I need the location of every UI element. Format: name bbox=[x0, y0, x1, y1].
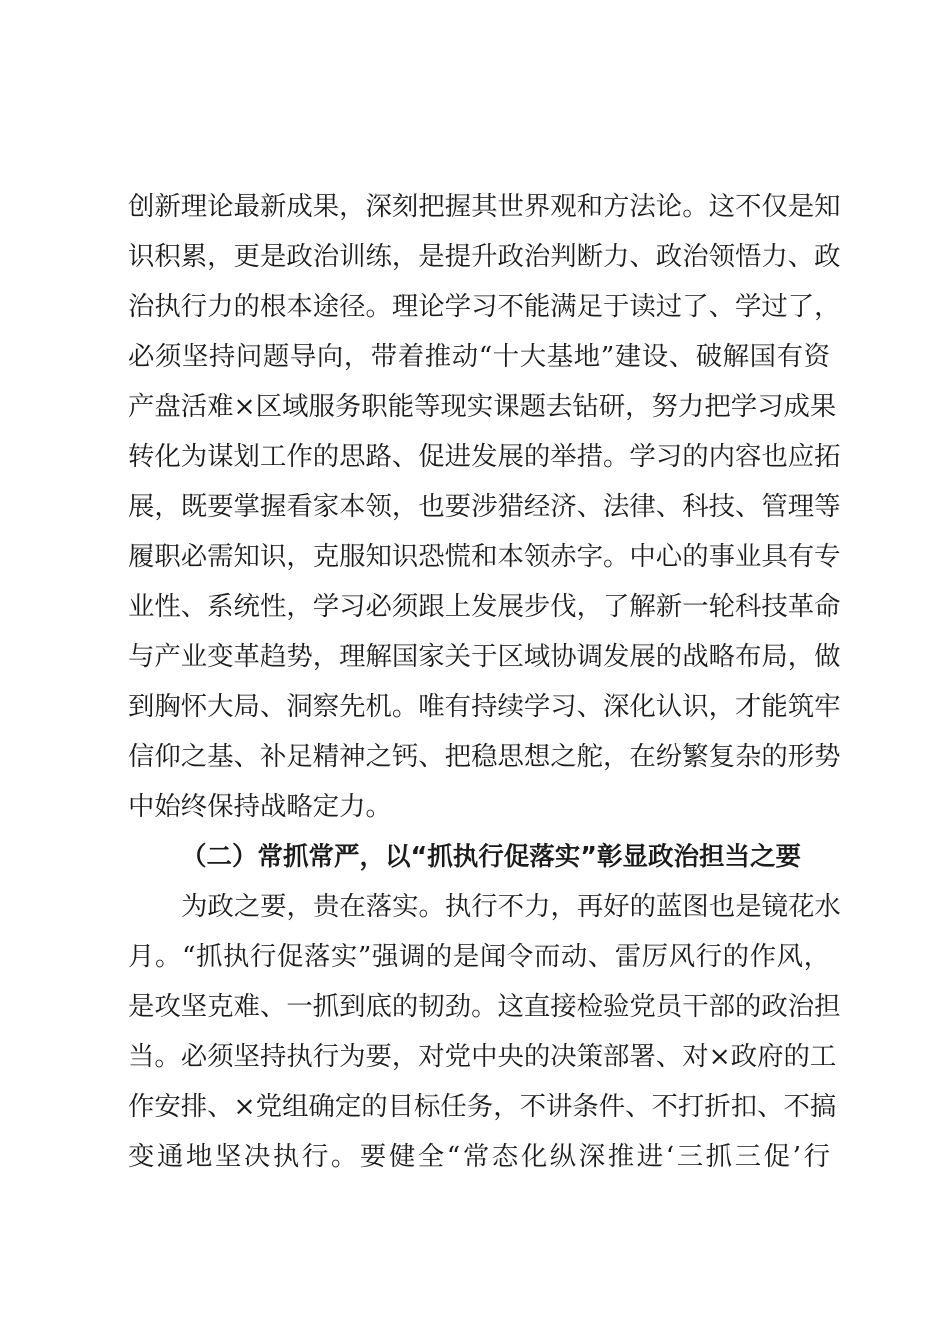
text-line: 展，既要掌握看家本领，也要涉猎经济、法律、科技、管理等 bbox=[128, 491, 841, 522]
text-line: 变通地坚决执行。要健全“常态化纵深推进‘三抓三促’行 bbox=[128, 1141, 830, 1172]
text-line: 为政之要，贵在落实。执行不力，再好的蓝图也是镜花水 bbox=[181, 891, 841, 922]
text-line: 履职必需知识，克服知识恐慌和本领赤字。中心的事业具有专 bbox=[128, 541, 841, 572]
text-line: 当。必须坚持执行为要，对党中央的决策部署、对×政府的工 bbox=[128, 1041, 837, 1072]
text-line: 创新理论最新成果，深刻把握其世界观和方法论。这不仅是知 bbox=[128, 191, 841, 222]
text-line: 产盘活难×区域服务职能等现实课题去钻研，努力把学习成果 bbox=[128, 391, 837, 422]
text-line: 治执行力的根本途径。理论学习不能满足于读过了、学过了， bbox=[128, 291, 841, 322]
paragraph-2 bbox=[128, 882, 841, 1182]
paragraph-1 bbox=[128, 182, 841, 832]
text-line: 转化为谋划工作的思路、促进发展的举措。学习的内容也应拓 bbox=[128, 441, 841, 472]
text-line: 到胸怀大局、洞察先机。唯有持续学习、深化认识，才能筑牢 bbox=[128, 691, 841, 722]
text-line: 中始终保持战略定力。 bbox=[128, 791, 392, 822]
text-line: 作安排、×党组确定的目标任务，不讲条件、不打折扣、不搞 bbox=[128, 1091, 837, 1122]
text-line: 识积累，更是政治训练，是提升政治判断力、政治领悟力、政 bbox=[128, 241, 841, 272]
text-line: 业性、系统性，学习必须跟上发展步伐，了解新一轮科技革命 bbox=[128, 591, 841, 622]
text-line: 与产业变革趋势，理解国家关于区域协调发展的战略布局，做 bbox=[128, 641, 841, 672]
text-line: 是攻坚克难、一抓到底的韧劲。这直接检验党员干部的政治担 bbox=[128, 991, 841, 1022]
text-line: 月。“抓执行促落实”强调的是闻令而动、雷厉风行的作风， bbox=[128, 941, 830, 972]
text-line: 信仰之基、补足精神之钙、把稳思想之舵，在纷繁复杂的形势 bbox=[128, 741, 841, 772]
section-heading: （二）常抓常严，以“抓执行促落实”彰显政治担当之要 bbox=[181, 842, 802, 872]
document-body bbox=[128, 182, 841, 1182]
text-line: 必须坚持问题导向，带着推动“十大基地”建设、破解国有资 bbox=[128, 341, 830, 372]
